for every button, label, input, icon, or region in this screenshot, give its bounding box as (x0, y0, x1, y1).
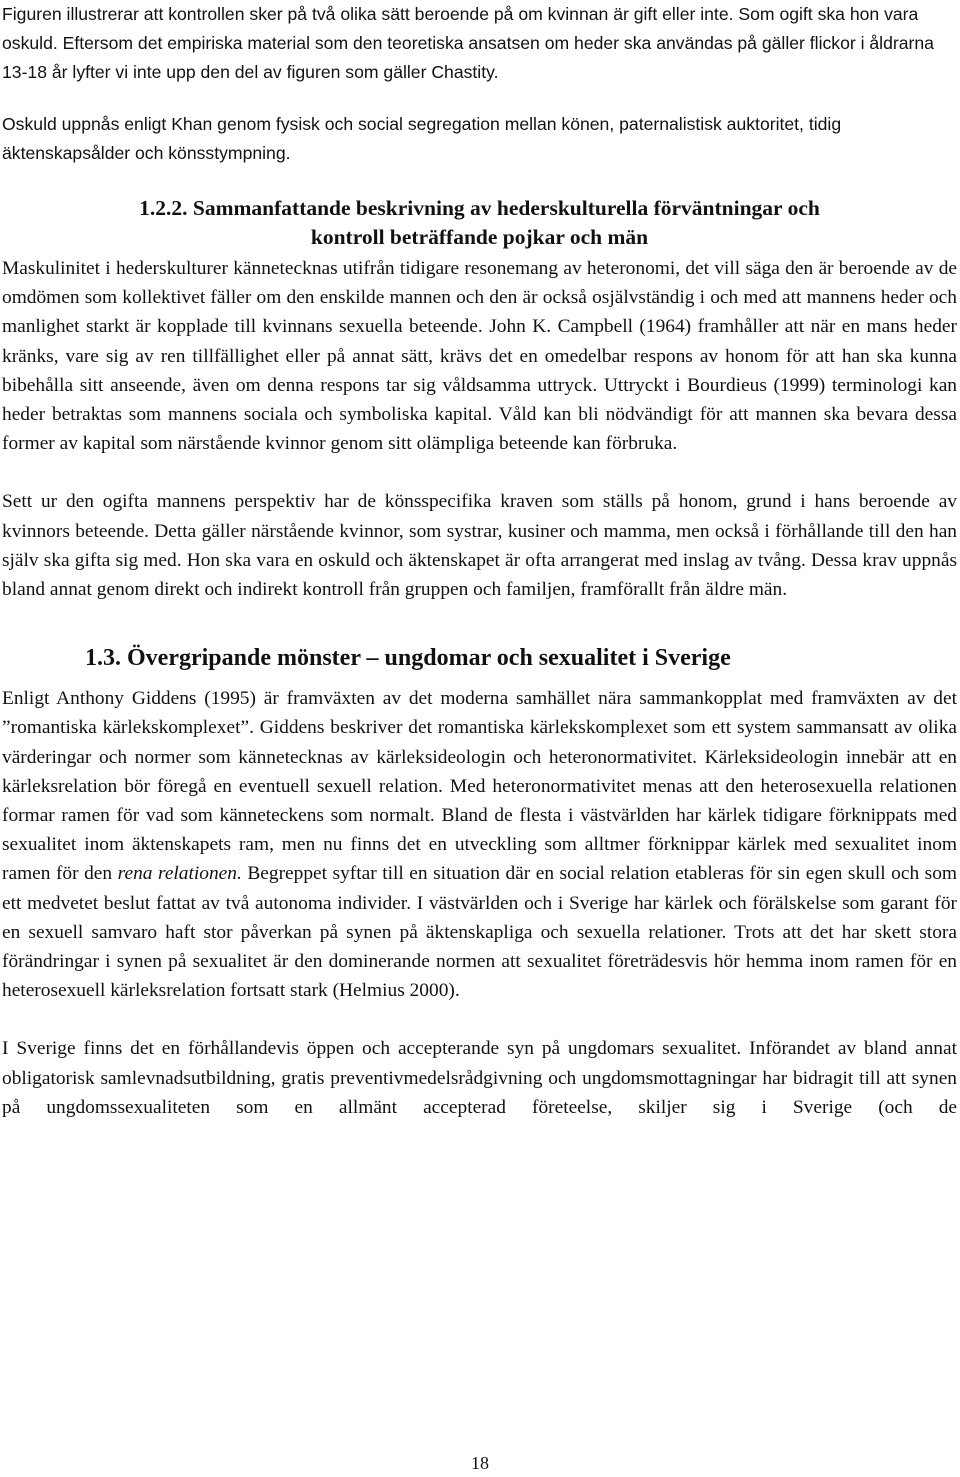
giddens-italic-term: rena relationen. (117, 863, 242, 885)
section-heading-line-1: 1.2.2. Sammanfattande beskrivning av hederskulturella förväntningar och (139, 196, 820, 221)
paragraph-gap (2, 458, 957, 487)
paragraph-gap (2, 1005, 957, 1034)
giddens-text-part-2: Begreppet syftar till en situation där en social relation etableras för sin egen skull och som ett medvetet beslut fattat av två autonoma individer. I västvärlden och i Sverige har kärlek och förälskelse som garant för en sexuell samvaro haft stor påverkan på synen på äktenskapliga och sexuella relationer. Trots att det har skett stora förändringar i synen på sexualitet är den dominerande normen att sexualitet företrädesvis hör hemma inom ramen för en heterosexuell kärleksrelation fortsatt stark (Helmius 2000). (2, 863, 957, 1002)
paragraph-gap (2, 604, 957, 642)
body-paragraph-masculinity: Maskulinitet i hederskulturer kännetecknas utifrån tidigare resonemang av heteronomi, det vill säga den är beroende av de omdömen som kollektivet fäller om den enskilde mannen och den är också osjälvständig i och med att mannens heder och manlighet starkt är kopplade till kvinnans sexuella beteende. John K. Campbell (1964) framhåller att när en mans heder kränks, vare sig av ren tillfällighet eller på annat sätt, krävs det en omedelbar respons av honom för att han ska kunna bibehålla sitt anseende, även om denna respons tar sig våldsamma uttryck. Uttryckt i Bourdieus (1999) terminologi kan heder betraktas som mannens sociala och symboliska kapital. Våld kan bli nödvändigt för att mannen ska bevara dessa former av kapital som närstående kvinnor genom sitt olämpliga beteende kan förbruka. (2, 258, 957, 455)
giddens-text-part-1: Enligt Anthony Giddens (1995) är framväxten av det moderna samhället nära sammankopplat med framväxten av det ”romantiska kärlekskomplexet”. Giddens beskriver det romantiska kärlekskomplexet som ett system sammansatt av olika värderingar och normer som kännetecknas av kärleksideologin och heteronormativitet. Kärleksideologin innebär att en kärleksrelation bör föregå en eventuell sexuell relation. Med heteronormativitet menas att den heterosexuella relationen formar ramen för vad som känneteckens som normalt. Bland de flesta i västvärlden har kärlek tidigare förknippats med sexualitet inom äktenskapets ram, men nu finns det en utveckling som alltmer förknippar kärlek med sexualitet inom ramen för den (2, 688, 957, 885)
section-heading-line-2: kontroll beträffande pojkar och män (310, 225, 649, 250)
body-paragraph-giddens (2, 684, 957, 1005)
document-page (2, 0, 957, 1122)
paragraph-gap (2, 168, 957, 194)
intro-paragraph-1: Figuren illustrerar att kontrollen sker på två olika sätt beroende på om kvinnan är gift eller inte. Som ogift ska hon vara oskuld. Eftersom det empiriska material som den teoretiska ansatsen om heder ska användas på gäller flickor i åldrarna 13-18 år lyfter vi inte upp den del av figuren som gäller Chastity. (2, 4, 934, 83)
paragraph-gap (2, 88, 957, 110)
page-number: 18 (471, 1453, 489, 1473)
body-paragraph-sweden: I Sverige finns det en förhållandevis öppen och accepterande syn på ungdomars sexualitet. Införandet av bland annat obligatorisk samlevnadsutbildning, gratis preventivmedelsrådgivning och ungdomsmottagningar har bidragit till att synen på ungdomssexualiteten som en allmänt accepterad företeelse, skiljer sig i Sverige (och de (2, 1038, 957, 1118)
section-heading-1-2-2 (2, 194, 957, 252)
intro-paragraph-2: Oskuld uppnås enligt Khan genom fysisk och social segregation mellan könen, paternalistisk auktoritet, tidig äktenskapsålder och könsstympning. (2, 113, 842, 163)
section-heading-1-3: 1.3. Övergripande mönster – ungdomar och sexualitet i Sverige (85, 645, 731, 672)
body-paragraph-unmarried-man: Sett ur den ogifta mannens perspektiv har de könsspecifika kraven som ställs på honom, grund i hans beroende av kvinnors beteende. Detta gäller närstående kvinnor, som systrar, kusiner och mamma, men också i förhållande till den han själv ska gifta sig med. Hon ska vara en oskuld och äktenskapet är ofta arrangerat med inslag av tvång. Dessa krav uppnås bland annat genom direkt och indirekt kontroll från gruppen och familjen, framförallt från äldre män. (2, 491, 957, 601)
